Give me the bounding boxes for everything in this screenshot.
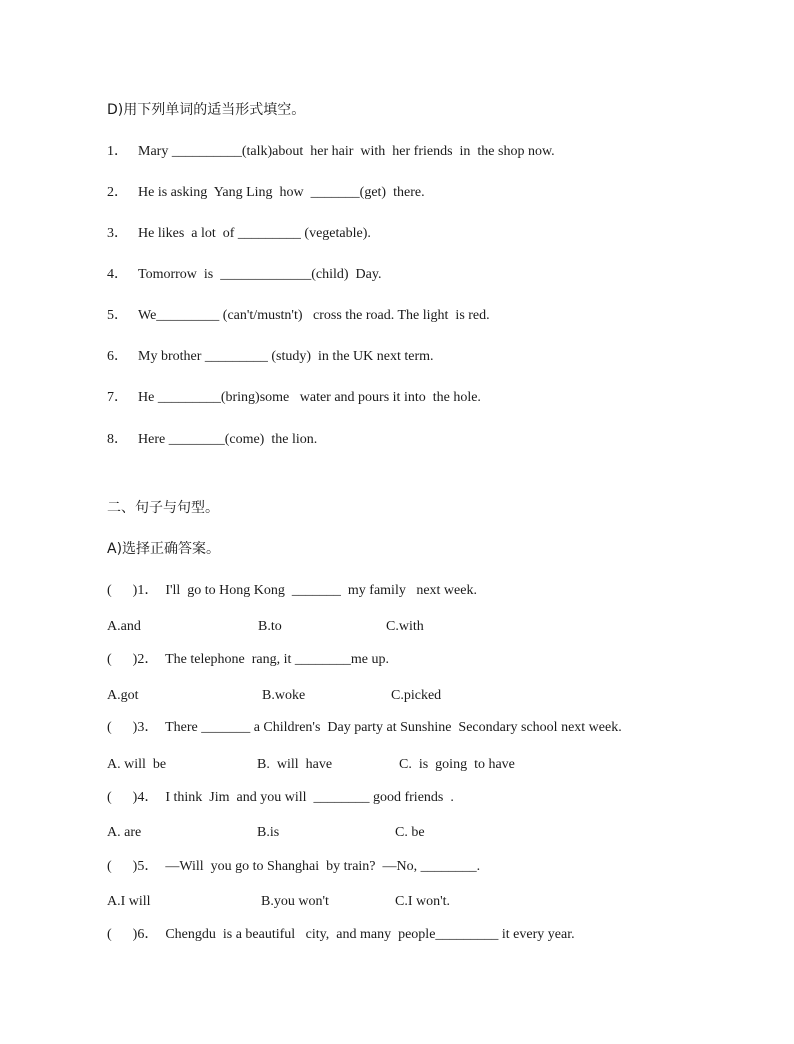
item-text: He _________(bring)some water and pours it into the hole.: [138, 390, 481, 405]
section-2a-heading: A)选择正确答案。: [107, 541, 221, 557]
item-text: My brother _________ (study) in the UK next term.: [138, 349, 434, 364]
item-number: 4．: [107, 267, 128, 282]
fill-item-4: [107, 266, 381, 284]
section-d-heading: D)用下列单词的适当形式填空。: [107, 102, 306, 118]
question-3: ( )3． There _______ a Children's Day party at Sunshine Secondary school next week.: [107, 720, 622, 735]
option-a: A.got: [107, 688, 139, 703]
item-number: 6．: [107, 349, 128, 364]
item-text: He likes a lot of _________ (vegetable).: [138, 226, 371, 241]
option-b: B.to: [258, 619, 282, 634]
question-6: ( )6． Chengdu is a beautiful city, and many people_________ it every year.: [107, 927, 575, 942]
option-c: C.I won't.: [395, 894, 451, 909]
item-text: We_________ (can't/mustn't) cross the road. The light is red.: [138, 308, 490, 323]
item-number: 8．: [107, 432, 128, 447]
option-c: C.with: [386, 619, 424, 634]
section-2-heading: 二、句子与句型。: [107, 500, 219, 516]
question-2: ( )2． The telephone rang, it ________me up.: [107, 652, 390, 667]
item-text: Tomorrow is _____________(child) Day.: [138, 267, 382, 282]
fill-item-1: [107, 143, 555, 161]
option-b: B. will have: [257, 757, 333, 772]
option-c: C. is going to have: [399, 757, 515, 772]
item-number: 5．: [107, 308, 128, 323]
option-a: A. will be: [107, 757, 167, 772]
item-text: Here ________(come) the lion.: [138, 432, 318, 447]
option-c: C.picked: [391, 688, 442, 703]
option-a: A. are: [107, 825, 142, 840]
fill-item-5: [107, 307, 490, 325]
fill-item-7: [107, 389, 481, 407]
fill-item-2: [107, 184, 425, 202]
item-text: He is asking Yang Ling how _______(get) there.: [138, 185, 425, 200]
item-number: 1．: [107, 144, 128, 159]
fill-item-6: [107, 348, 434, 366]
item-number: 7．: [107, 390, 128, 405]
option-a: A.and: [107, 619, 141, 634]
item-number: 3．: [107, 226, 128, 241]
item-text: Mary __________(talk)about her hair with her friends in the shop now.: [138, 144, 555, 159]
option-a: A.I will: [107, 894, 151, 909]
question-5: ( )5． —Will you go to Shanghai by train? —No, ________.: [107, 859, 481, 874]
option-b: B.you won't: [261, 894, 329, 909]
option-b: B.is: [257, 825, 280, 840]
item-number: 2．: [107, 185, 128, 200]
fill-item-8: [107, 431, 317, 449]
fill-item-3: [107, 225, 371, 243]
question-1: ( )1． I'll go to Hong Kong _______ my family next week.: [107, 583, 477, 598]
question-4: ( )4． I think Jim and you will ________ good friends .: [107, 790, 454, 805]
option-c: C. be: [395, 825, 425, 840]
option-b: B.woke: [262, 688, 306, 703]
